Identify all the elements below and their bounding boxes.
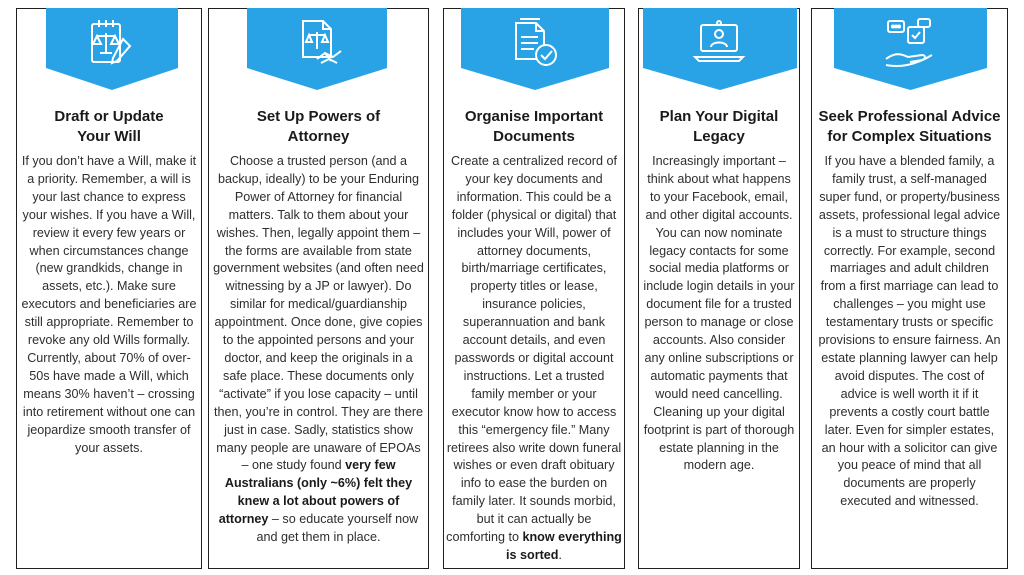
card-title: Organise Important Documents	[464, 108, 604, 145]
card-title: Seek Professional Advice for Complex Situations	[818, 108, 1001, 145]
body-emphasis: know everything is sorted	[506, 530, 622, 562]
hand-advice-chat-icon	[882, 15, 938, 71]
card-digital-legacy	[638, 8, 800, 569]
card-body: If you don’t have a Will, make it a priority. Remember, a will is your last chance to express your wishes. If you have a Will, review it every few years or when circumstances change (new grandkids, change in assets, etc.). Make sure executors and beneficiaries are still appropriate. Remember to revoke any old Wills formally. Currently, about 70% of over-50s have made a Will, which means 30% haven’t – crossing into retirement without one can jeopardize smooth transfer of your assets.	[21, 154, 197, 455]
card-draft-will	[16, 8, 202, 569]
card-body	[446, 153, 622, 565]
card-title: Set Up Powers of Attorney	[256, 108, 381, 145]
documents-checkmark-icon	[506, 15, 562, 71]
card-organise-documents	[443, 8, 625, 569]
card-professional-advice	[811, 8, 1008, 569]
legal-document-handshake-icon	[291, 15, 347, 71]
body-text: Create a centralized record of your key documents and information. This could be a folder (physical or digital) that includes your Will, power of attorney documents, birth/marriage certificates, property titles or lease, insurance policies, superannuation and bank account details, and even passwords or digital account instructions. Let a trusted family member or your executor know how to access this “emergency file.” Many retirees also write down funeral wishes or even draft obituary info to ease the burden on family later. It sounds morbid, but it can actually be comforting to	[446, 154, 622, 545]
card-title: Plan Your Digital Legacy	[659, 108, 779, 145]
card-body: If you have a blended family, a family trust, a self-managed super fund, or property/business assets, professional legal advice is a must to structure things correctly. For example, second marriages and adult children from a first marriage can lead to challenges – you might use testamentary trusts or specific provisions to ensure fairness. An estate planning lawyer can help avoid disputes. The cost of advice is well worth it if it prevents a costly court battle later. Even for simpler estates, an hour with a solicitor can give you peace of mind that all documents are properly executed and witnessed.	[818, 154, 1001, 509]
card-powers-of-attorney	[208, 8, 429, 569]
legal-document-scales-pen-icon	[81, 15, 137, 71]
card-body: Increasingly important – think about what happens to your Facebook, email, and other digital accounts. You can now nominate legacy contacts for some social media platforms or include login details in your document file for a trusted person to manage or close accounts. Also consider any online subscriptions or automatic payments that would need cancelling. Cleaning up your digital footprint is part of thorough estate planning in the modern age.	[643, 154, 795, 473]
card-body	[213, 153, 424, 547]
body-emphasis: very few Australians (only ~6%) felt they knew a lot about powers of attorney	[218, 458, 413, 527]
card-title: Draft or Update Your Will	[54, 108, 164, 145]
body-text: .	[558, 547, 562, 562]
body-text: Choose a trusted person (and a backup, ideally) to be your Enduring Power of Attorney for financial matters. Talk to them about your wishes. Then, legally appoint them – the forms are available from state government websites (and often need witnessing by a JP or lawyer). Do similar for medical/guardianship appointment. Once done, give copies to the appointed persons and your doctor, and keep the originals in a safe place. These documents only “activate” if you lose capacity – until then, you’re in control. They are there just in case. Sadly, statistics show many people are unaware of EPOAs – one study found	[213, 154, 424, 473]
body-text: – so educate yourself now and get them in place.	[256, 512, 419, 545]
laptop-person-icon	[691, 15, 747, 71]
